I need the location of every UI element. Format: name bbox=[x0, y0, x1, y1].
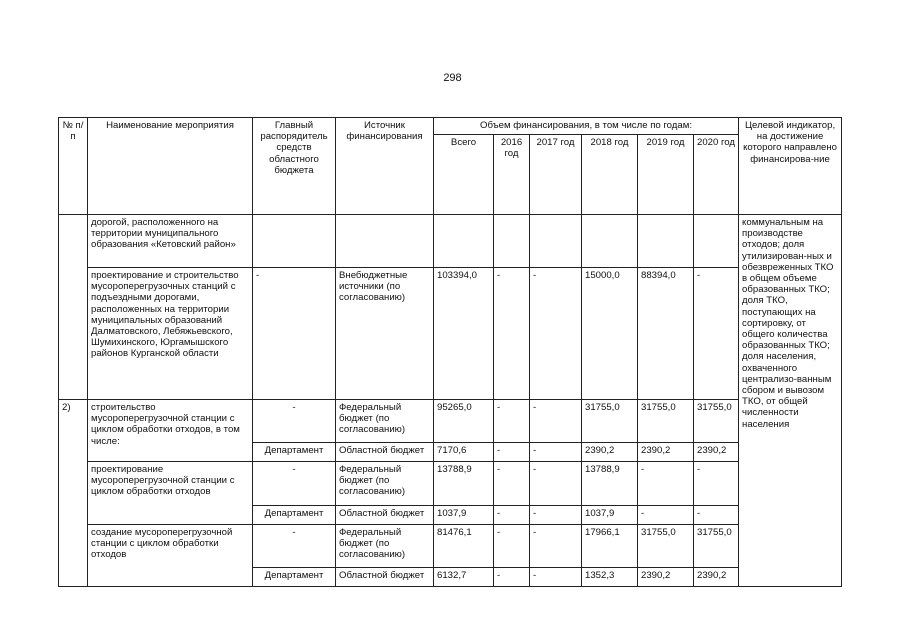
amount-2016: - bbox=[494, 525, 530, 568]
header-num: № п/п bbox=[59, 118, 88, 215]
distributor: Департамент bbox=[253, 568, 336, 587]
header-year: 2019 год bbox=[638, 135, 694, 215]
amount-2020: 2390,2 bbox=[694, 443, 739, 462]
header-year: 2020 год bbox=[694, 135, 739, 215]
activity-name: строительство мусороперегрузочной станции с циклом обработки отходов, в том числе: bbox=[88, 400, 253, 462]
amount-2016: - bbox=[494, 400, 530, 443]
distributor: - bbox=[253, 268, 336, 400]
table-row bbox=[59, 215, 842, 268]
funding-source: Областной бюджет bbox=[336, 568, 434, 587]
funding-source: Федеральный бюджет (по согласованию) bbox=[336, 525, 434, 568]
amount-2019: 2390,2 bbox=[638, 568, 694, 587]
financing-table bbox=[58, 117, 842, 587]
amount-2019: 31755,0 bbox=[638, 400, 694, 443]
header-year: 2018 год bbox=[582, 135, 638, 215]
distributor: - bbox=[253, 462, 336, 506]
amount-2017: - bbox=[530, 506, 582, 525]
header-distributor: Главный распорядитель средств областного бюджета bbox=[253, 118, 336, 215]
amount-2016: - bbox=[494, 462, 530, 506]
target-indicator: коммунальным на производстве отходов; доля утилизирован-ных и обезвреженных ТКО в общем объеме образованных ТКО; доля ТКО, поступающих на сортировку, от общего количества образованных ТКО; доля населения, охваченного централизо-ванным сбором и вывозом ТКО, от общей численности населения bbox=[739, 215, 842, 587]
header-volume: Объем финансирования, в том числе по годам: bbox=[434, 118, 739, 135]
amount-2019: 2390,2 bbox=[638, 443, 694, 462]
amount-2019: 31755,0 bbox=[638, 525, 694, 568]
amount-2020: 31755,0 bbox=[694, 400, 739, 443]
table-row bbox=[59, 462, 842, 506]
amount-total: 81476,1 bbox=[434, 525, 494, 568]
row-num bbox=[59, 215, 88, 400]
amount-total: 6132,7 bbox=[434, 568, 494, 587]
header-year: 2017 год bbox=[530, 135, 582, 215]
amount-total: 1037,9 bbox=[434, 506, 494, 525]
amount-2018: 2390,2 bbox=[582, 443, 638, 462]
amount-2018: 31755,0 bbox=[582, 400, 638, 443]
amount-2017: - bbox=[530, 525, 582, 568]
amount-2017: - bbox=[530, 462, 582, 506]
amount-2018: 1352,3 bbox=[582, 568, 638, 587]
amount-2020: - bbox=[694, 462, 739, 506]
amount-2017: - bbox=[530, 400, 582, 443]
header-year: 2016 год bbox=[494, 135, 530, 215]
amount-2020: 31755,0 bbox=[694, 525, 739, 568]
amount-total: 95265,0 bbox=[434, 400, 494, 443]
table-row bbox=[59, 525, 842, 568]
header-row bbox=[59, 118, 842, 135]
distributor: Департамент bbox=[253, 443, 336, 462]
amount-2017: - bbox=[530, 268, 582, 400]
amount-2016: - bbox=[494, 443, 530, 462]
amount-total: 13788,9 bbox=[434, 462, 494, 506]
activity-name: проектирование и строительство мусороперегрузочных станций с подъездными дорогами, расположенных на территории муниципальных образований Далматовского, Лебяжьевского, Шумихинского, Юргамышского районов Курганской области bbox=[88, 268, 253, 400]
page-number: 298 bbox=[443, 72, 462, 84]
funding-source: Внебюджетные источники (по согласованию) bbox=[336, 268, 434, 400]
amount-2016: - bbox=[494, 568, 530, 587]
funding-source: Федеральный бюджет (по согласованию) bbox=[336, 400, 434, 443]
funding-source: Областной бюджет bbox=[336, 443, 434, 462]
amount-2019: - bbox=[638, 462, 694, 506]
amount-2017: - bbox=[530, 443, 582, 462]
table-row bbox=[59, 400, 842, 443]
amount-2018: 15000,0 bbox=[582, 268, 638, 400]
funding-source: Областной бюджет bbox=[336, 506, 434, 525]
amount-2019: - bbox=[638, 506, 694, 525]
activity-name: дорогой, расположенного на территории муниципального образования «Кетовский район» bbox=[88, 215, 253, 268]
amount-2018: 13788,9 bbox=[582, 462, 638, 506]
funding-source: Федеральный бюджет (по согласованию) bbox=[336, 462, 434, 506]
amount-2016: - bbox=[494, 268, 530, 400]
distributor: - bbox=[253, 400, 336, 443]
activity-name: создание мусороперегрузочной станции с циклом обработки отходов bbox=[88, 525, 253, 587]
distributor: Департамент bbox=[253, 506, 336, 525]
amount-2020: - bbox=[694, 506, 739, 525]
amount-2020: 2390,2 bbox=[694, 568, 739, 587]
header-indicator: Целевой индикатор, на достижение которого направлено финансирова-ние bbox=[739, 118, 842, 215]
amount-total: 103394,0 bbox=[434, 268, 494, 400]
header-total: Всего bbox=[434, 135, 494, 215]
amount-2018: 1037,9 bbox=[582, 506, 638, 525]
amount-2019: 88394,0 bbox=[638, 268, 694, 400]
amount-2016: - bbox=[494, 506, 530, 525]
amount-2017: - bbox=[530, 568, 582, 587]
header-name: Наименование мероприятия bbox=[88, 118, 253, 215]
table-row bbox=[59, 268, 842, 400]
amount-2020: - bbox=[694, 268, 739, 400]
header-source: Источник финансирования bbox=[336, 118, 434, 215]
amount-total: 7170,6 bbox=[434, 443, 494, 462]
activity-name: проектирование мусороперегрузочной станции с циклом обработки отходов bbox=[88, 462, 253, 525]
distributor: - bbox=[253, 525, 336, 568]
row-num: 2) bbox=[59, 400, 88, 587]
amount-2018: 17966,1 bbox=[582, 525, 638, 568]
